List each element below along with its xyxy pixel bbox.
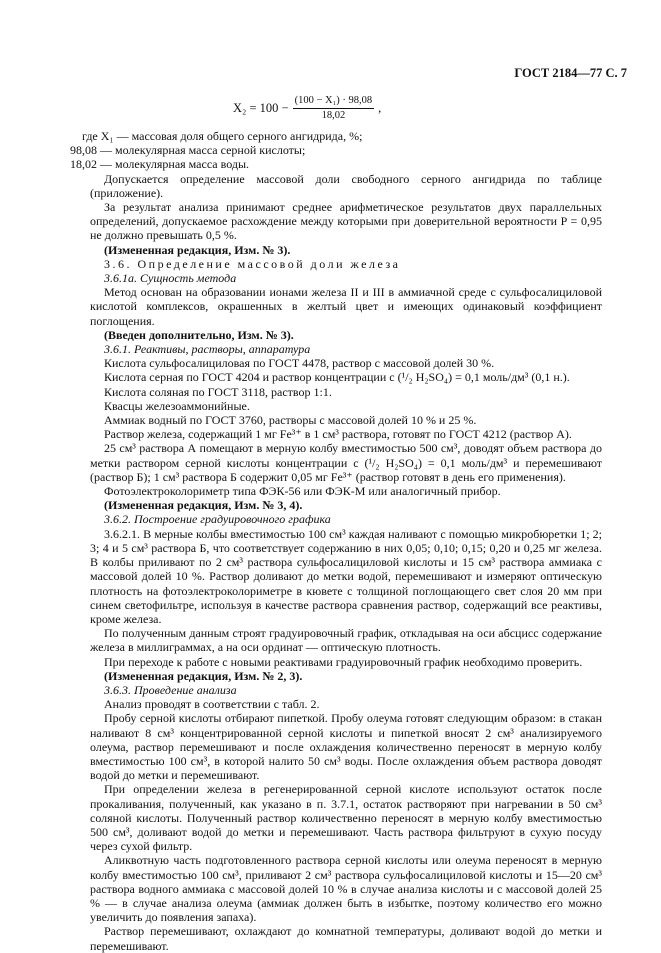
paragraph: Аликвотную часть подготовленного раствора серной кислоты или олеума переносят в мерную колбу вместимостью 100 см³, приливают 2 см³ раствора сульфосалициловой кислоты и 15—20 см³ раствора водного аммиака с массовой долей 10 % в случае анализа кислоты и с массовой долей 25 % — в случае анализа олеума (аммиак должен быть в избытке, поэтому количество его можно увеличить до появления запаха). [90, 853, 602, 925]
paragraph: Раствор перемешивают, охлаждают до комнатной температуры, доливают водой до метки и перемешивают. [90, 924, 602, 953]
document-body [70, 129, 602, 953]
subsection-heading: 3.6.3. Проведение анализа [104, 682, 237, 697]
reagent-item: Кислота соляная по ГОСТ 3118, раствор 1:1. [104, 384, 332, 399]
page-header: ГОСТ 2184—77 С. 7 [514, 66, 627, 80]
reagent-item: Раствор железа, содержащий 1 мг Fe³⁺ в 1 см³ раствора, готовят по ГОСТ 4212 (раствор А). [104, 427, 572, 442]
subsection-heading: 3.6.1. Реактивы, растворы, аппаратура [104, 342, 311, 357]
paragraph: Анализ проводят в соответствии с табл. 2. [104, 697, 320, 712]
subsection-heading: 3.6.1а. Сущность метода [104, 271, 237, 286]
paragraph: Пробу серной кислоты отбирают пипеткой. Пробу олеума готовят следующим образом: в стакан наливают 8 см³ концентрированной серной кислоты и пипеткой вносят 2 см³ анализируемого олеума, раствор перемешивают и после охлаждения количественно переносят в мерную колбу вместимостью 100 см³, в которой налито 50 см³ воды. После охлаждения объем раствора доводят водой до метки и перемешивают. [90, 711, 602, 783]
reagent-item: Фотоэлектроколориметр типа ФЭК-56 или ФЭК-М или аналогичный прибор. [104, 484, 501, 499]
formula-numerator: (100 − X₁) · 98,08 [293, 95, 375, 109]
amendment-note: (Измененная редакция, Изм. № 3, 4). [104, 498, 303, 513]
paragraph: При определении железа в регенерированной серной кислоте используют остаток после прокаливания, полученный, как указано в п. 3.7.1, остаток растворяют при нагревании в 50 см³ соляной кислоты. Полученный раствор количественно переносят в мерную колбу вместимостью 500 см³, доливают водой до метки и перемешивают. Часть раствора фильтруют в сухую посуду через сухой фильтр. [90, 782, 602, 854]
paragraph: Метод основан на образовании ионами железа II и III в аммиачной среде с сульфосалициловой кислотой комплексов, окрашенных в желтый цвет и имеющих одинаковый коэффициент поглощения. [90, 285, 602, 328]
amendment-note: (Измененная редакция, Изм. № 3). [104, 242, 291, 257]
reagent-item: Аммиак водный по ГОСТ 3760, растворы с массовой долей 10 % и 25 %. [104, 413, 477, 428]
variable-definition: 18,02 — молекулярная масса воды. [70, 157, 250, 172]
paragraph: 3.6.2.1. В мерные колбы вместимостью 100 см³ каждая наливают с помощью микробюретки 1; 2; 3; 4 и 5 см³ раствора Б, что соответствует содержанию в них 0,05; 0,10; 0,15; 0,20 и 0,25 мг железа. В колбы приливают по 2 см³ раствора сульфосалициловой кислоты и 15 см³ раствора аммиака с массовой долей 10 %. Раствор доливают до метки водой, перемешивают и измеряют оптическую плотность на фотоэлектроколориметре в кювете с толщиной поглощающего свет слоя 20 мм при синем светофильтре, используя в качестве раствора сравнения раствор, содержащий все реактивы, кроме железа. [90, 526, 602, 626]
formula-lhs: X₂ = 100 − [233, 101, 289, 116]
reagent-item: Кислота серная по ГОСТ 4204 и раствор концентрации c (¹/₂ H₂SO₄) = 0,1 моль/дм³ (0,1 н.). [104, 370, 570, 385]
formula-denominator: 18,02 [321, 110, 346, 121]
paragraph: 25 см³ раствора А помещают в мерную колбу вместимостью 500 см³, доводят объем раствора до метки раствором серной кислоты концентрации c (¹/₂ H₂SO₄) = 0,1 моль/дм³ и перемешивают (раствор Б); 1 см³ раствора Б содержит 0,05 мг Fe³⁺ (раствор готовят в день его применения). [90, 441, 602, 484]
paragraph: При переходе к работе с новыми реактивами градуировочный график необходимо проверить. [104, 654, 583, 669]
amendment-note: (Измененная редакция, Изм. № 2, 3). [104, 668, 303, 683]
variable-definition: 98,08 — молекулярная масса серной кислоты; [70, 143, 306, 158]
formula-fraction [293, 95, 375, 122]
formula [233, 95, 381, 122]
reagent-item: Кислота сульфосалициловая по ГОСТ 4478, раствор с массовой долей 30 %. [104, 356, 495, 371]
amendment-note: (Введен дополнительно, Изм. № 3). [104, 327, 294, 342]
subsection-heading: 3.6.2. Построение градуировочного графика [104, 512, 331, 527]
paragraph: За результат анализа принимают среднее арифметическое результатов двух параллельных определений, допускаемое расхождение между которыми при доверительной вероятности P = 0,95 не должно превышать 0,5 %. [90, 200, 602, 243]
paragraph: Допускается определение массовой доли свободного серного ангидрида по таблице (приложение). [90, 171, 602, 200]
formula-tail: , [378, 101, 382, 116]
paragraph: По полученным данным строят градуировочный график, откладывая на оси абсцисс содержание железа в миллиграммах, а на оси ординат — оптическую плотность. [90, 626, 602, 655]
reagent-item: Квасцы железоаммонийные. [104, 398, 250, 413]
section-heading: 3.6. Определение массовой доли железа [104, 256, 401, 271]
variable-definition: где X₁ — массовая доля общего серного ангидрида, %; [82, 129, 363, 143]
